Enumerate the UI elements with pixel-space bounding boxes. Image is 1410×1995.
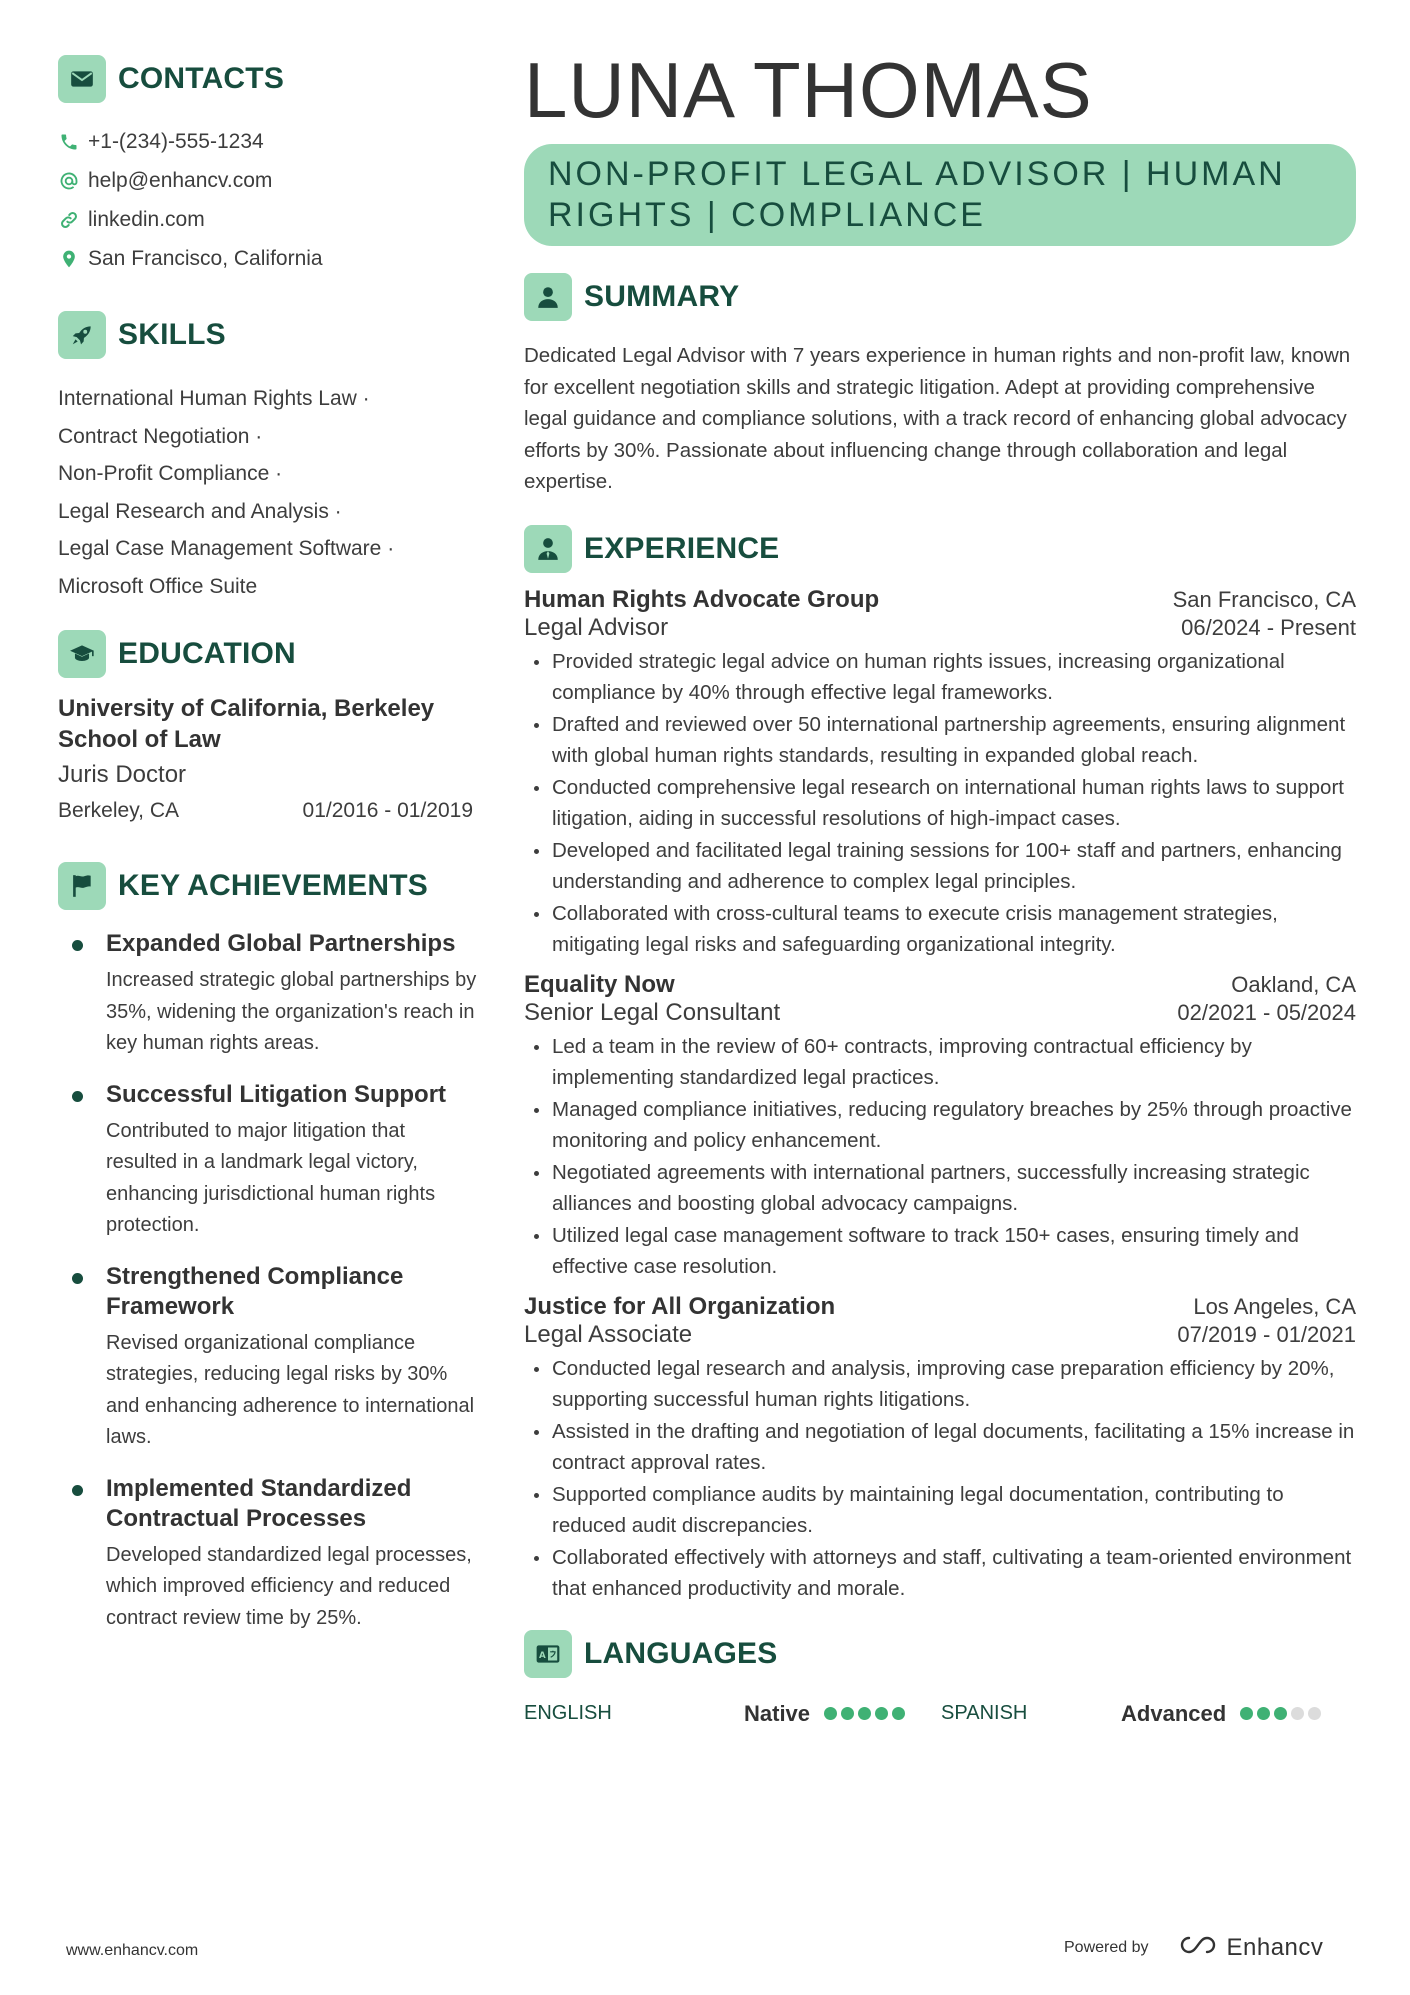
achievement-desc: Contributed to major litigation that resulted in a landmark legal victory, enhancing jurisdictional human rights protection. [106,1119,436,1236]
achievement-desc: Developed standardized legal processes, which improved efficiency and reduced contract review time by 25%. [106,1543,472,1629]
flag-icon [58,862,106,910]
achievement-item [58,1474,478,1635]
rating-dot-filled [1274,1707,1287,1720]
powered-by-text: Powered by [1064,1938,1149,1956]
job-bullet: Provided strategic legal advice on human rights issues, increasing organizational compliance by 40% through effective legal frameworks. [524,646,1356,709]
brand-name: Enhancv [1226,1933,1324,1961]
footer-branding [1064,1932,1323,1963]
skills-list [58,380,478,605]
phone-icon [58,131,80,153]
job-dates: 02/2021 - 05/2024 [1177,999,1356,1025]
achievement-item [58,1262,478,1454]
skill-item: International Human Rights Law · [58,387,370,410]
svg-text:A: A [539,1650,546,1661]
language-name: SPANISH [941,1702,1028,1724]
skill-item: Non-Profit Compliance · [58,462,283,485]
languages-header [524,1629,1356,1679]
job-header [524,1293,1356,1321]
rating-dot-filled [892,1707,905,1720]
linkedin-text: linkedin.com [88,207,205,231]
job-bullets [524,1031,1356,1283]
achievement-desc: Revised organizational compliance strategies, reducing legal risks by 30% and enhancing adherence to international laws. [106,1331,475,1448]
job-bullet: Assisted in the drafting and negotiation of legal documents, facilitating a 15% increase in contract approval rates. [524,1416,1356,1479]
right-column [524,44,1356,1727]
achievement-item [58,929,478,1060]
job-bullets [524,646,1356,961]
achievement-title: Strengthened Compliance Framework [106,1262,404,1320]
job-bullet: Collaborated effectively with attorneys and staff, cultivating a team-oriented environment that enhanced productivity and morale. [524,1542,1356,1605]
rating-dot-filled [1240,1707,1253,1720]
skill-item: Microsoft Office Suite [58,574,258,598]
job-location: Oakland, CA [1231,971,1356,997]
achievement-title: Implemented Standardized Contractual Processes [106,1474,412,1532]
rating-dot-empty [1308,1707,1321,1720]
education-dates: 01/2016 - 01/2019 [302,799,473,822]
job-subheader [524,614,1356,642]
job-header [524,971,1356,999]
achievements-list [58,929,478,1634]
candidate-title: NON-PROFIT LEGAL ADVISOR | HUMAN RIGHTS | COMPLIANCE [524,144,1356,246]
skill-item: Contract Negotiation · [58,424,263,448]
candidate-name: LUNA THOMAS [524,46,1093,134]
job-bullet: Conducted legal research and analysis, improving case preparation efficiency by 20%, supporting successful human rights litigations. [524,1353,1356,1416]
summary-title: SUMMARY [584,280,740,313]
job-subheader [524,1321,1356,1349]
education-meta [58,799,473,823]
job-subheader [524,999,1356,1027]
job-bullet: Negotiated agreements with international partners, successfully increasing strategic alliances and boosting global advocacy campaigns. [524,1157,1356,1220]
link-icon [58,209,80,231]
contact-phone[interactable] [58,122,478,161]
user-tie-icon [524,525,572,573]
job-bullet: Collaborated with cross-cultural teams to execute crisis management strategies, mitigating legal risks and safeguarding organizational integrity. [524,898,1356,961]
job-location: San Francisco, CA [1172,586,1356,612]
job-bullet: Conducted comprehensive legal research on international human rights laws to support litigation, aiding in successful resolutions of high-impact cases. [524,772,1356,835]
experience-header [524,524,1356,574]
language-name: ENGLISH [524,1702,612,1724]
rating-dot-filled [1257,1707,1270,1720]
job-location: Los Angeles, CA [1193,1293,1356,1319]
user-icon [524,273,572,321]
education-school: University of California, Berkeley School of Law [58,695,435,753]
job-bullet: Utilized legal case management software to track 150+ cases, ensuring timely and effective case resolution. [524,1220,1356,1283]
achievement-item [58,1080,478,1242]
experience-entry [524,1293,1356,1605]
enhancv-logo-icon [1175,1932,1221,1963]
skills-header [58,310,478,360]
summary-header [524,272,1356,322]
contact-email[interactable] [58,161,478,200]
rating-dot-filled [841,1707,854,1720]
languages-row [524,1701,1356,1727]
skill-item: Legal Case Management Software · [58,537,395,560]
rating-dot-filled [875,1707,888,1720]
email-text: help@enhancv.com [88,168,273,192]
achievements-title: KEY ACHIEVEMENTS [118,869,428,902]
education-header [58,629,478,679]
rating-dot-filled [858,1707,871,1720]
at-icon [58,170,80,192]
achievements-header [58,861,478,911]
job-role: Legal Advisor [524,613,669,641]
contact-linkedin[interactable] [58,200,478,239]
footer-website[interactable]: www.enhancv.com [66,1942,199,1959]
skill-item: Legal Research and Analysis · [58,499,342,523]
contacts-title: CONTACTS [118,62,285,95]
experience-title: EXPERIENCE [584,531,780,565]
summary-text: Dedicated Legal Advisor with 7 years experience in human rights and non-profit law, known for excellent negotiation skills and strategic litigation. Adept at providing comprehensive legal guidance and compliance solutions, with a track record of enhancing global advocacy efforts by 30%. Passionate about influencing change through collaboration and legal expertise. [524,344,1351,493]
contacts-list [58,122,478,278]
contacts-header [58,54,478,104]
job-company: Human Rights Advocate Group [524,585,880,613]
job-bullet: Drafted and reviewed over 50 international partnership agreements, ensuring alignment with global human rights standards, resulting in expanded global reach. [524,709,1356,772]
phone-text: +1-(234)-555-1234 [88,129,264,153]
rocket-icon [58,311,106,359]
language-rating [1240,1707,1325,1720]
experience-entry [524,971,1356,1283]
education-degree: Juris Doctor [58,761,187,788]
job-bullet: Managed compliance initiatives, reducing regulatory breaches by 25% through proactive monitoring and policy enhancement. [524,1094,1356,1157]
job-header [524,586,1356,614]
contact-location [58,239,478,278]
languages-title: LANGUAGES [584,1636,778,1670]
job-bullet: Supported compliance audits by maintaining legal documentation, contributing to reduced audit discrepancies. [524,1479,1356,1542]
job-dates: 07/2019 - 01/2021 [1177,1321,1356,1347]
job-bullets [524,1353,1356,1605]
job-role: Legal Associate [524,1320,693,1348]
language-level: Advanced [1121,1700,1227,1726]
achievement-title: Successful Litigation Support [106,1080,447,1108]
job-company: Justice for All Organization [524,1292,836,1320]
rating-dot-filled [824,1707,837,1720]
experience-entry [524,586,1356,961]
translate-icon [524,1630,572,1678]
location-text: San Francisco, California [88,246,323,270]
achievement-title: Expanded Global Partnerships [106,930,456,957]
rating-dot-empty [1291,1707,1304,1720]
job-bullet: Led a team in the review of 60+ contracts, improving contractual efficiency by implementing standardized legal practices. [524,1031,1356,1094]
map-pin-icon [58,248,80,270]
job-dates: 06/2024 - Present [1181,614,1356,640]
graduation-cap-icon [58,630,106,678]
education-title: EDUCATION [118,637,296,670]
job-company: Equality Now [524,970,675,998]
skills-title: SKILLS [118,318,226,351]
job-bullet: Developed and facilitated legal training sessions for 100+ staff and partners, enhancing understanding and adherence to complex legal principles. [524,835,1356,898]
language-rating [824,1707,909,1720]
education-location: Berkeley, CA [58,799,179,822]
achievement-desc: Increased strategic global partnerships by 35%, widening the organization's reach in key human rights areas. [106,969,477,1054]
language-level: Native [744,1700,811,1726]
left-column [58,54,478,1654]
job-role: Senior Legal Consultant [524,998,781,1026]
envelope-icon [58,55,106,103]
